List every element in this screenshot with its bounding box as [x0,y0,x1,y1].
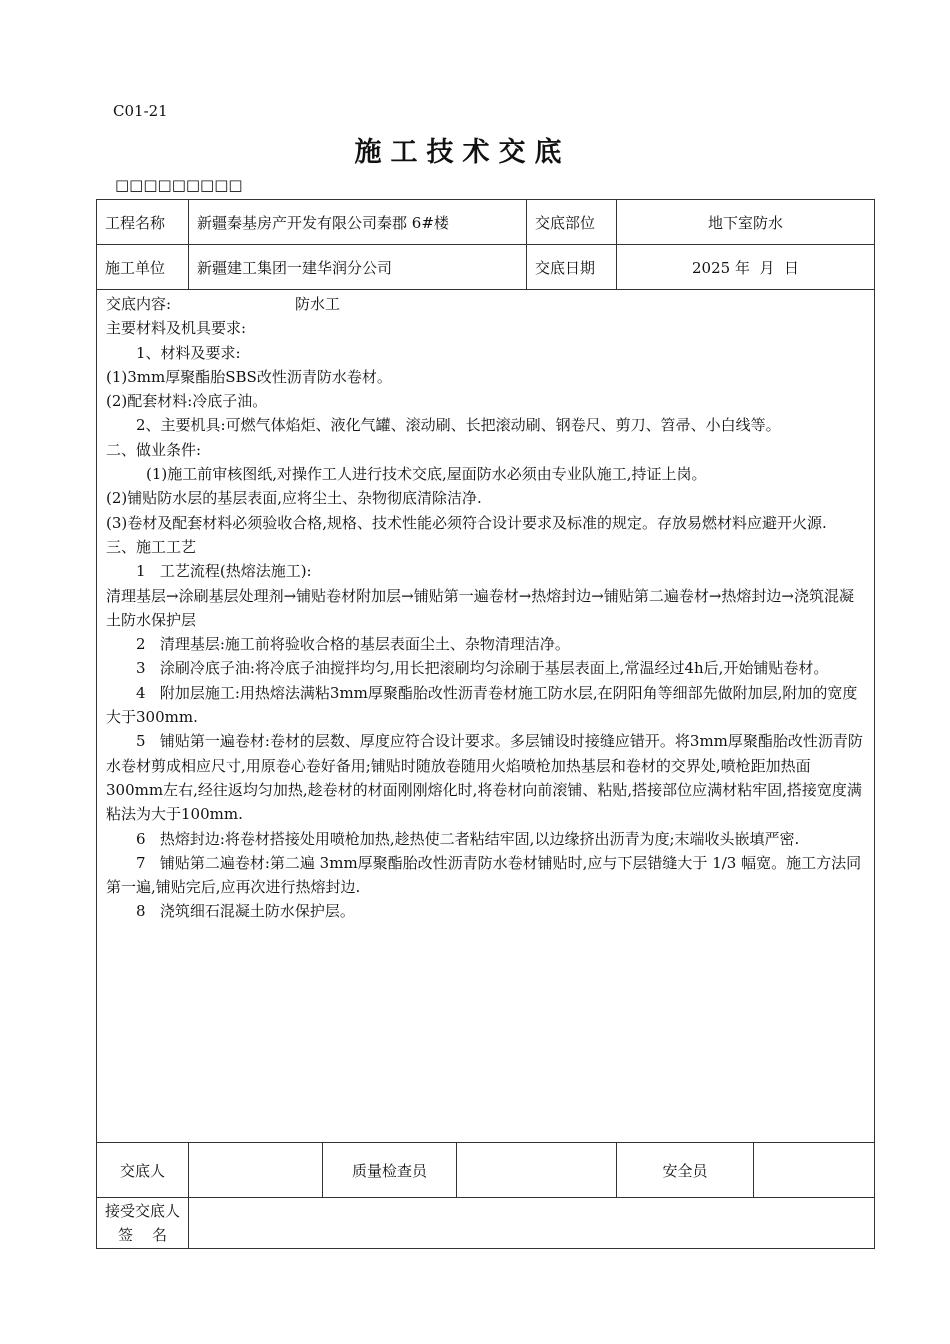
receiver-label [97,1198,189,1249]
receiver-row [97,1198,875,1249]
page-title: 施工技术交底 [354,137,571,168]
date-value: 2025 年 月 日 [617,245,875,290]
date-label: 交底日期 [527,245,617,290]
content-line: 4 附加层施工:用热熔法满粘3mm厚聚酯胎改性沥青卷材施工防水层,在阴阳角等细部先做附加层,附加的宽度大于300mm. [106,683,858,727]
content-line: 交底内容: 防水工 [106,295,341,313]
project-name-label: 工程名称 [97,200,189,245]
safety-label: 安全员 [617,1143,754,1198]
qc-signature-field[interactable] [457,1143,617,1198]
receiver-signature-field[interactable] [189,1198,875,1249]
content-line: 三、施工工艺 [106,537,197,556]
content-line: 8 浇筑细石混凝土防水保护层。 [136,902,355,921]
project-name-value: 新疆秦基房产开发有限公司秦郡 6#楼 [189,200,527,245]
content-line: (1)施工前审核图纸,对操作工人进行技术交底,屋面防水必须由专业队施工,持证上岗。 [146,465,707,484]
content-line: (1)3mm厚聚酯胎SBS改性沥青防水卷材。 [106,367,392,386]
unit-value: 新疆建工集团一建华润分公司 [189,245,527,290]
part-label: 交底部位 [527,200,617,245]
receiver-label-line2: 签 名 [117,1226,168,1244]
content-line: (3)卷材及配套材料必须验收合格,规格、技术性能必须符合设计要求及标准的规定。存放易燃材料应避开火源. [106,513,827,532]
content-line: (2)配套材料:冷底子油。 [106,392,268,411]
content-line: 2、主要机具:可燃气体焰炬、液化气罐、滚动刷、长把滚动刷、钢卷尺、剪刀、笤帚、小白线等。 [136,416,781,435]
signature-row [97,1143,875,1198]
part-value: 地下室防水 [617,200,875,245]
content-line: 1、材料及要求: [136,343,241,362]
unit-row [97,245,875,290]
unit-label: 施工单位 [97,245,189,290]
qc-label: 质量检查员 [323,1143,457,1198]
content-row [97,290,875,1143]
receiver-label-line1: 接受交底人 [105,1202,181,1220]
content-line: 6 热熔封边:将卷材搭接处用喷枪加热,趁热使二者粘结牢固,以边缘挤出沥青为度;末端收头嵌填严密. [136,829,800,848]
handover-signature-field[interactable] [189,1143,323,1198]
content-line: 主要材料及机具要求: [106,319,247,338]
safety-signature-field[interactable] [754,1143,875,1198]
content-line: 二、做业条件: [106,440,202,459]
content-line: 2 清理基层:施工前将验收合格的基层表面尘土、杂物清理洁净。 [136,635,570,654]
form-code: C01-21 [113,102,168,120]
content-line: 1 工艺流程(热熔法施工): [136,562,312,581]
content-line: 7 铺贴第二遍卷材:第二遍 3mm厚聚酯胎改性沥青防水卷材铺贴时,应与下层错缝大于 1/3 幅宽。施工方法同第一遍,铺贴完后,应再次进行热熔封边. [106,853,862,897]
content-line: 清理基层→涂刷基层处理剂→铺贴卷材附加层→铺贴第一遍卷材→热熔封边→铺贴第二遍卷材→热熔封边→浇筑混凝土防水保护层 [106,586,854,629]
content-line: (2)铺贴防水层的基层表面,应将尘土、杂物彻底清除洁净. [106,489,482,508]
handover-label: 交底人 [97,1143,189,1198]
checkbox-row: □□□□□□□□□ [115,176,243,194]
content-line: 5 铺贴第一遍卷材:卷材的层数、厚度应符合设计要求。多层铺设时接缝应错开。将3mm厚聚酯胎改性沥青防水卷材剪成相应尺寸,用原卷心卷好备用;铺贴时随放卷随用火焰喷枪加热基层和卷材的交界处,喷枪距加热面300mm左右,经往返均匀加热,趁卷材的材面刚刚熔化时,将卷材向前滚铺、粘贴,搭接部位应满材粘牢固,搭接宽度满粘法为大于100mm. [106,732,863,824]
content-line: 3 涂刷冷底子油:将冷底子油搅拌均匀,用长把滚刷均匀涂刷于基层表面上,常温经过4h后,开始铺贴卷材。 [136,659,829,678]
project-row [97,200,875,245]
disclosure-content [97,290,874,924]
disclosure-form [96,199,875,1249]
content-cell [97,290,875,1143]
